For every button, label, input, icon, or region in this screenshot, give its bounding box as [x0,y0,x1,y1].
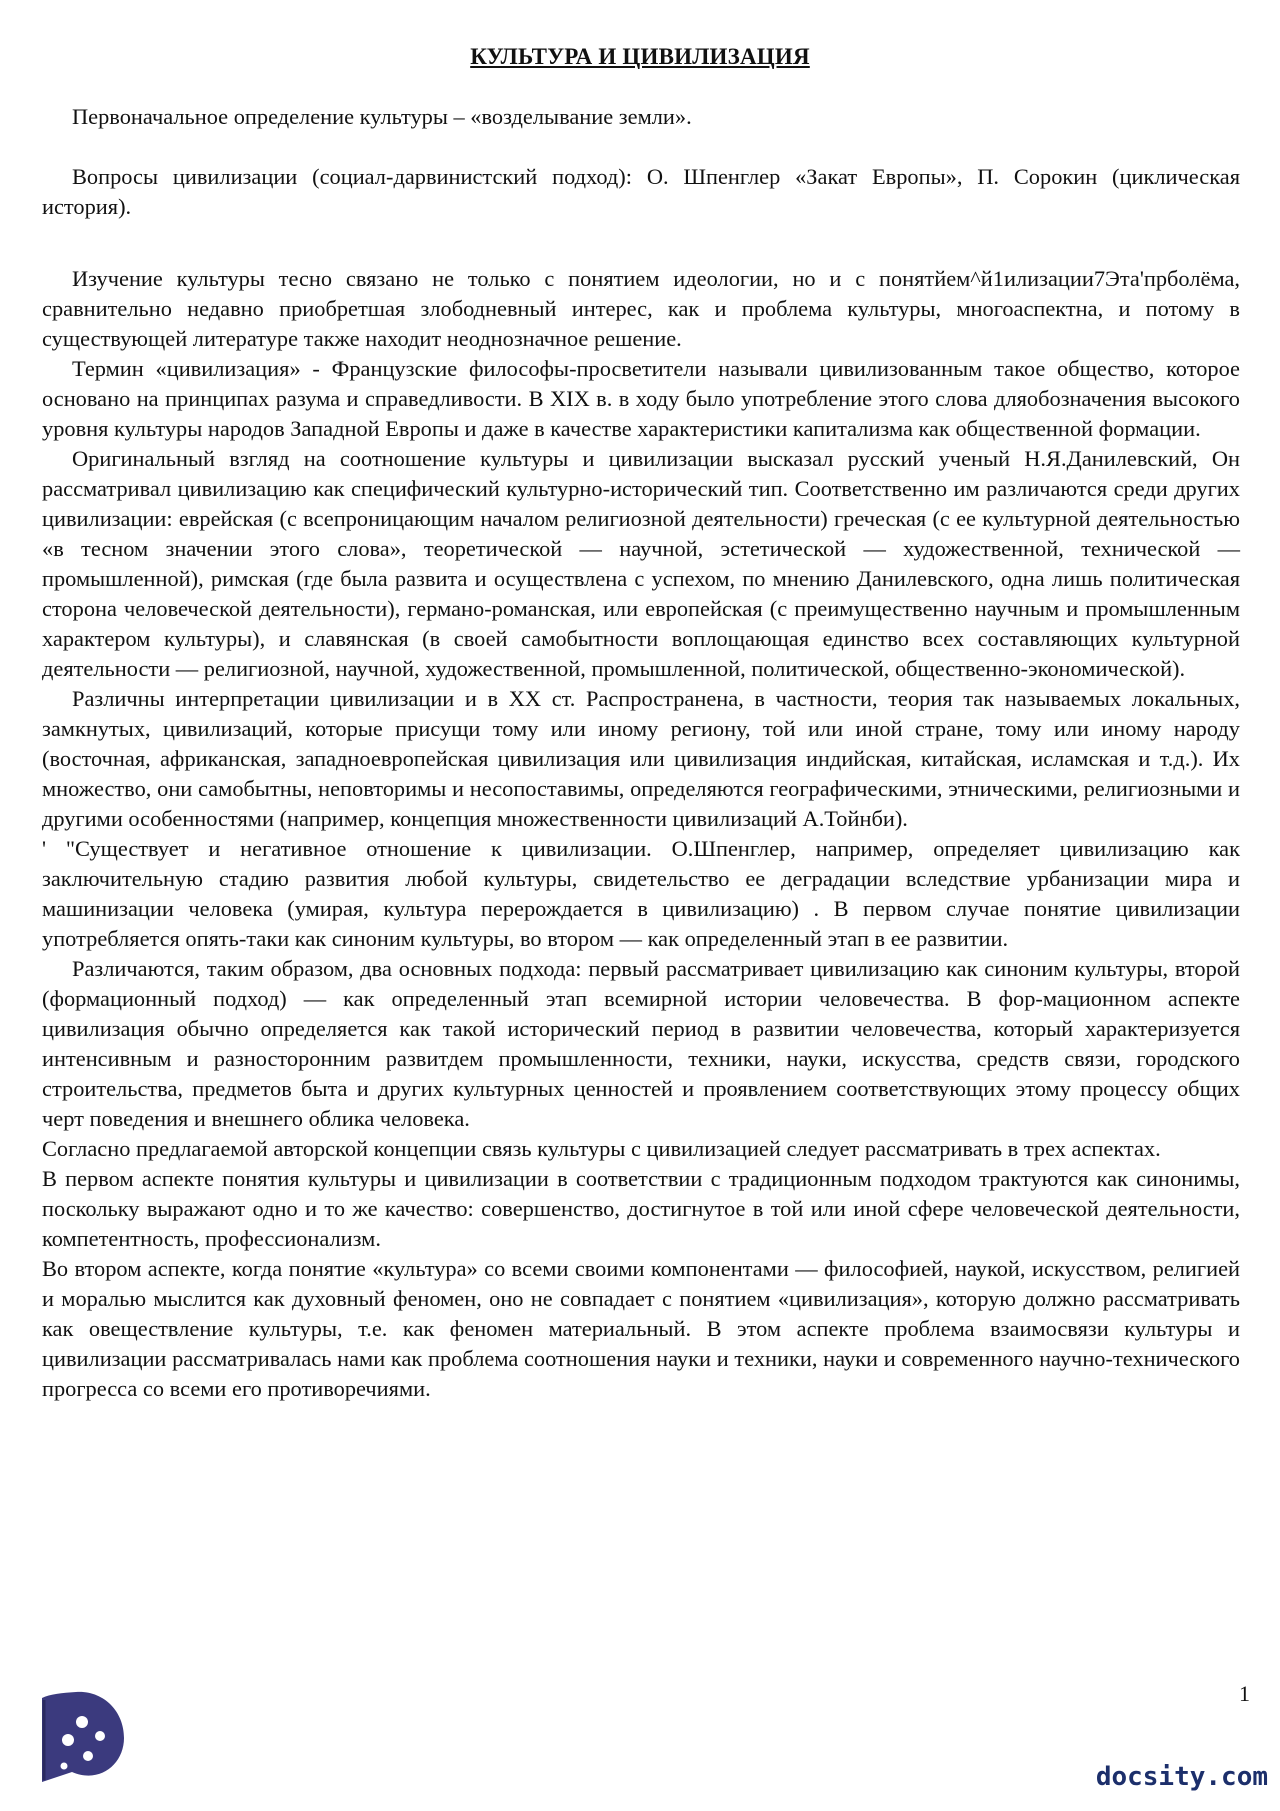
paragraph-text: ' "Существует и негативное отношение к цивилизации. О.Шпенглер, например, определяет цивилизацию как заключительную стадию развития любой культуры, свидетельство ее деградации вследствие урбанизации мира и машинизации человека (умирая, культура перерождается в цивилизацию) . В первом случае понятие цивилизации употребляется опять-таки как синоним культуры, во втором — как определенный этап в ее развитии. [42,836,1240,951]
paragraph-text: Изучение культуры тесно связано не только с понятием идеологии, но и с понятйем^й1илизации7Эта'прболёма, сравнительно недавно приобретшая злободневный интерес, как и проблема культуры, многоаспектна, и потому в существующей литературе также находит неоднозначное решение. [42,266,1240,351]
body-paragraph [42,684,1240,834]
paragraph-text: Оригинальный взгляд на соотношение культуры и цивилизации высказал русский ученый Н.Я.Данилевский, Он рассматривал цивилизацию как специфический культурно-исторический тип. Соответственно им различаются среди других цивилизации: еврейская (с всепроницающим началом религиозной деятельности) греческая (с ее культурной деятельностью «в тесном значении этого слова», теоретической — научной, эстетической — художественной, технической — промышленной), римская (где была развита и осуществлена с успехом, по мнению Данилевского, одна лишь политическая сторона человеческой деятельности), германо-романская, или европейская (с преимущественно научным и промышленным характером культуры), и славянская (в своей самобытности воплощающая единство всех составляющих культурной деятельности — религиозной, научной, художественной, промышленной, политической, общественно-экономической). [42,446,1240,681]
body-paragraph [42,354,1240,444]
body-paragraph [42,264,1240,354]
intro-text: Вопросы цивилизации (социал-дарвинистский подход): О. Шпенглер «Закат Европы», П. Сорокин (циклическая история). [42,164,1240,219]
body-paragraph [42,1254,1240,1404]
paragraph-text: Во втором аспекте, когда понятие «культура» со всеми своими компонентами — философией, наукой, искусством, религией и моралью мыслится как духовный феномен, оно не совпадает с понятием «цивилизация», которую должно рассматривать как овеществление культуры, т.е. как феномен материальный. В этом аспекте проблема взаимосвязи культуры и цивилизации рассматривалась нами как проблема соотношения науки и техники, науки и современного научно-технического прогресса со всеми его противоречиями. [42,1256,1240,1401]
intro-paragraph [42,102,1240,132]
docsity-watermark[interactable]: docsity.com [1095,1762,1268,1792]
paragraph-text: Различаются, таким образом, два основных подхода: первый рассматривает цивилизацию как синоним культуры, второй (формационный подход) — как определенный этап всемирной истории человечества. В фор-мационном аспекте цивилизация обычно определяется как такой исторический период в развитии человечества, который характеризуется интенсивным и разносторонним развитдем промышленности, техники, науки, искусства, средств связи, городского строительства, предметов быта и других культурных ценностей и проявлением соответствующих этому процессу общих черт поведения и внешнего облика человека. [42,956,1240,1131]
document-title: КУЛЬТУРА И ЦИВИЛИЗАЦИЯ [470,44,810,69]
paragraph-text: Согласно предлагаемой авторской концепции связь культуры с цивилизацией следует рассматривать в трех аспектах. [42,1136,1161,1161]
intro-text: Первоначальное определение культуры – «возделывание земли». [72,104,692,129]
docsity-logo-icon[interactable] [20,1680,130,1800]
body-paragraph [42,1164,1240,1254]
document-body [42,264,1240,1404]
paragraph-text: В первом аспекте понятия культуры и цивилизации в соответствии с традиционным подходом трактуются как синонимы, поскольку выражают одно и то же качество: совершенство, достигнутое в той или иной сфере человеческой деятельности, компетентность, профессионализм. [42,1166,1240,1251]
body-paragraph [42,954,1240,1134]
intro-paragraph [42,162,1240,222]
body-paragraph [42,1134,1240,1164]
body-paragraph [42,834,1240,954]
paragraph-text: Термин «цивилизация» - Французские философы-просветители называли цивилизованным такое общество, которое основано на принципах разума и справедливости. В XIX в. в ходу было употребление этого слова дляобозначения высокого уровня культуры народов Западной Европы и даже в качестве характеристики капитализма как общественной формации. [42,356,1240,441]
paragraph-text: Различны интерпретации цивилизации и в XX ст. Распространена, в частности, теория так называемых локальных, замкнутых, цивилизаций, которые присущи тому или иному региону, той или иной стране, тому или иному народу (восточная, африканская, западноевропейская цивилизация или цивилизация индийская, китайская, исламская и т.д.). Их множество, они самобытны, неповторимы и несопоставимы, определяются географическими, этническими, религиозными и другими особенностями (например, концепция множественности цивилизаций А.Тойнби). [42,686,1240,831]
body-paragraph [42,444,1240,684]
page-number: 1 [1239,1681,1250,1706]
